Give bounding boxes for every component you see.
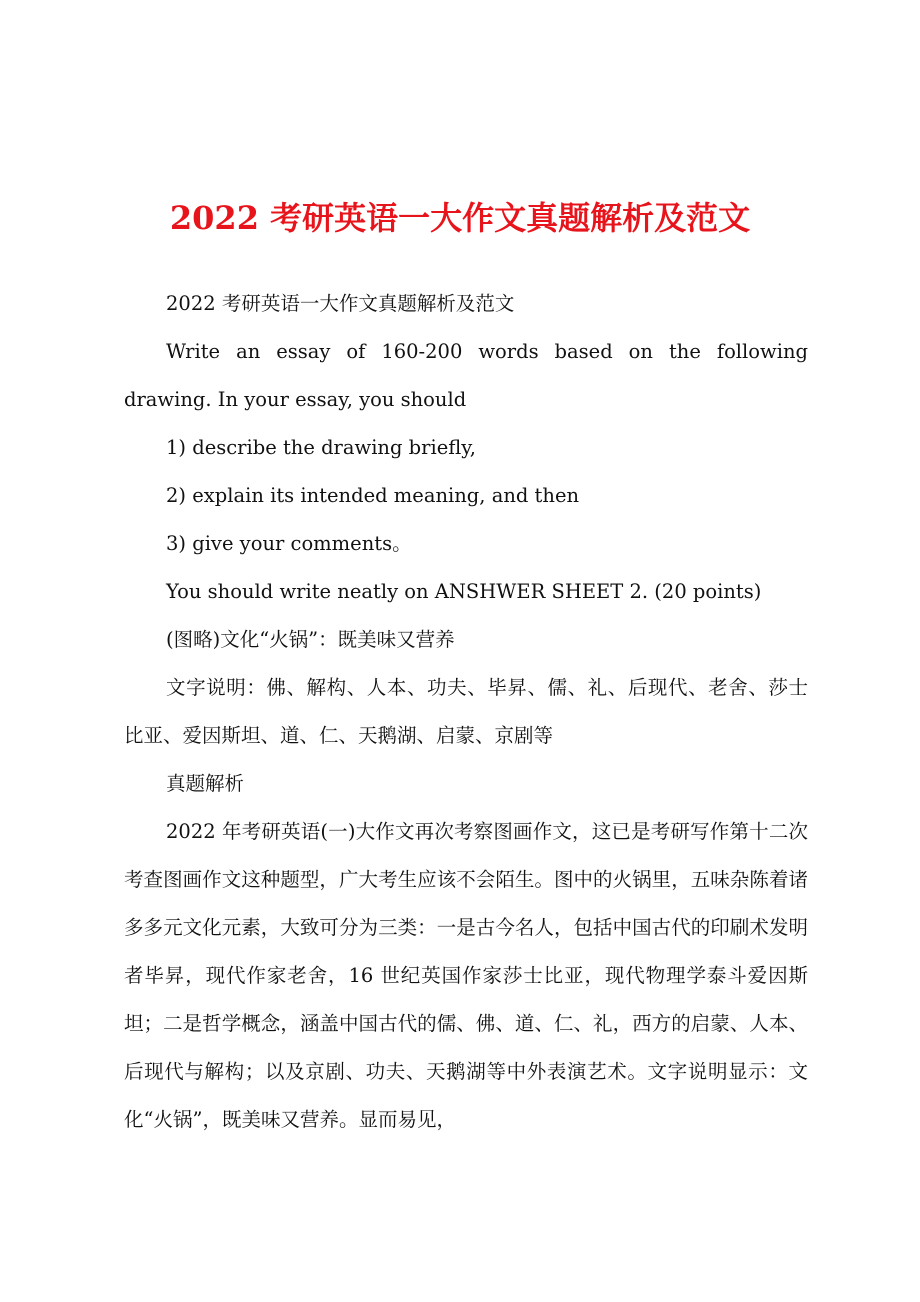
paragraph-item-3: 3) give your comments。 bbox=[166, 532, 412, 555]
paragraph-item-2: 2) explain its intended meaning, and then bbox=[166, 484, 580, 507]
paragraph-analysis: 2022 年考研英语(一)大作文再次考察图画作文，这已是考研写作第十二次考查图画作文这种题型，广大考生应该不会陌生。图中的火锅里，五味杂陈着诸多多元文化元素，大致可分为三类：一是古今名人，包括中国古代的印刷术发明者毕昇，现代作家老舍，16 世纪英国作家莎士比亚，现代物理学泰斗爱因斯坦；二是哲学概念，涵盖中国古代的儒、佛、道、仁、礼，西方的启蒙、人本、后现代与解构；以及京剧、功夫、天鹅湖等中外表演艺术。文字说明显示：文化“火锅”，既美味又营养。显而易见， bbox=[124, 820, 808, 1131]
paragraph-subtitle: 2022 考研英语一大作文真题解析及范文 bbox=[166, 292, 515, 315]
document-title: 2022 考研英语一大作文真题解析及范文 bbox=[169, 199, 751, 237]
paragraph-drawing-caption: (图略)文化“火锅”：既美味又营养 bbox=[166, 628, 455, 651]
document-body bbox=[124, 280, 808, 1144]
paragraph-item-1: 1) describe the drawing briefly, bbox=[166, 436, 476, 459]
paragraph-analysis-heading: 真题解析 bbox=[166, 772, 245, 795]
paragraph-text-description: 文字说明：佛、解构、人本、功夫、毕昇、儒、礼、后现代、老舍、莎士比亚、爱因斯坦、道、仁、天鹅湖、启蒙、京剧等 bbox=[124, 676, 808, 747]
paragraph-answer-sheet: You should write neatly on ANSHWER SHEET 2. (20 points) bbox=[166, 580, 762, 603]
paragraph-instructions: Write an essay of 160-200 words based on the following drawing. In your essay, you should bbox=[124, 340, 808, 411]
